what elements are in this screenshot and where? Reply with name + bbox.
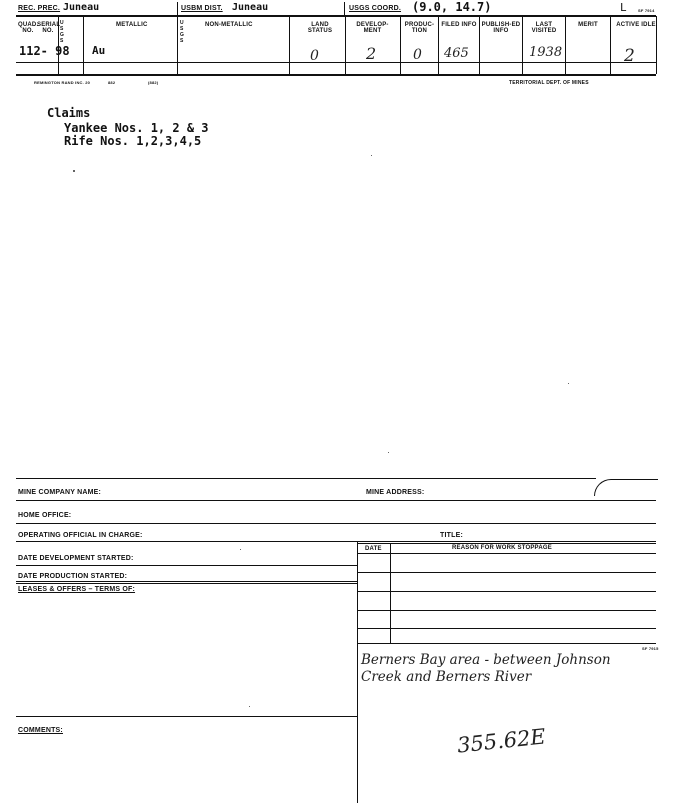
mine-company-name-label: MINE COMPANY NAME: (18, 489, 102, 496)
col-development: DEVELOP-MENT (356, 22, 389, 34)
claims-line-1: Yankee Nos. 1, 2 & 3 (64, 121, 209, 135)
row-active-idle: 2 (624, 46, 635, 66)
col-non-metallic: NON-METALLIC (205, 22, 253, 28)
handwritten-note-line-1: Berners Bay area - between Johnson (361, 652, 611, 668)
mine-address-label: MINE ADDRESS: (366, 489, 425, 496)
usbm-dist-value: Juneau (232, 2, 269, 13)
row-land-status: 0 (310, 48, 319, 64)
comments-label: COMMENTS: (18, 727, 63, 734)
title-label: TITLE: (440, 532, 463, 539)
handwritten-note-line-2: Creek and Berners River (361, 669, 532, 685)
claims-line-2: Rife Nos. 1,2,3,4,5 (64, 134, 202, 148)
leases-label: LEASES & OFFERS – TERMS OF: (18, 586, 136, 593)
row-production: 0 (413, 47, 422, 63)
corner-letter: L (620, 1, 627, 14)
row-last-visited: 1938 (529, 45, 563, 60)
col-usgs-2: U S G S (180, 20, 185, 44)
printer-left: REMINGTON RAND INC. 20 (34, 80, 91, 85)
row-quad-serial: 112- 98 (19, 44, 70, 58)
printer-right: TERRITORIAL DEPT. OF MINES (509, 80, 589, 86)
home-office-label: HOME OFFICE: (18, 512, 72, 519)
col-land-status: LAND STATUS (307, 22, 333, 34)
usgs-coord-value: (9.0, 14.7) (412, 0, 492, 14)
col-usgs: U S G S (60, 20, 65, 44)
rec-prec-value: Juneau (63, 2, 100, 13)
date-col-label: DATE (365, 546, 382, 552)
col-metallic: METALLIC (116, 22, 148, 28)
form-number-top: SF 7914 (638, 8, 655, 13)
col-quad-no: QUAD. NO. (18, 22, 39, 34)
printer-mid-2: (882) (148, 80, 159, 85)
col-last-visited: LAST VISITED (531, 22, 557, 34)
handwritten-number: 355.62E (455, 724, 547, 758)
row-development: 2 (366, 44, 377, 63)
row-metallic: Au (92, 44, 106, 57)
row-filed-info: 465 (444, 46, 469, 61)
rec-prec-label: REC. PREC. (18, 5, 61, 12)
usbm-dist-label: USBM DIST. (181, 5, 223, 12)
printer-mid: 882 (108, 80, 116, 85)
col-merit: MERIT (578, 22, 598, 28)
col-published-info: PUBLISH-ED INFO (481, 22, 521, 34)
claims-title: Claims (47, 106, 91, 120)
col-production: PRODUC-TION (404, 22, 435, 34)
form-number-bottom: SF 7915 (642, 646, 659, 651)
col-filed-info: FILED INFO (441, 22, 477, 28)
col-active-idle: ACTIVE IDLE (616, 22, 656, 28)
reason-col-label: REASON FOR WORK STOPPAGE (452, 545, 552, 551)
operating-official-label: OPERATING OFFICIAL IN CHARGE: (18, 532, 143, 539)
date-prod-started-label: DATE PRODUCTION STARTED: (18, 573, 128, 580)
usgs-coord-label: USGS COORD. (349, 5, 401, 12)
date-dev-started-label: DATE DEVELOPMENT STARTED: (18, 555, 134, 562)
col-serial-no: SERIAL NO. (37, 22, 61, 34)
